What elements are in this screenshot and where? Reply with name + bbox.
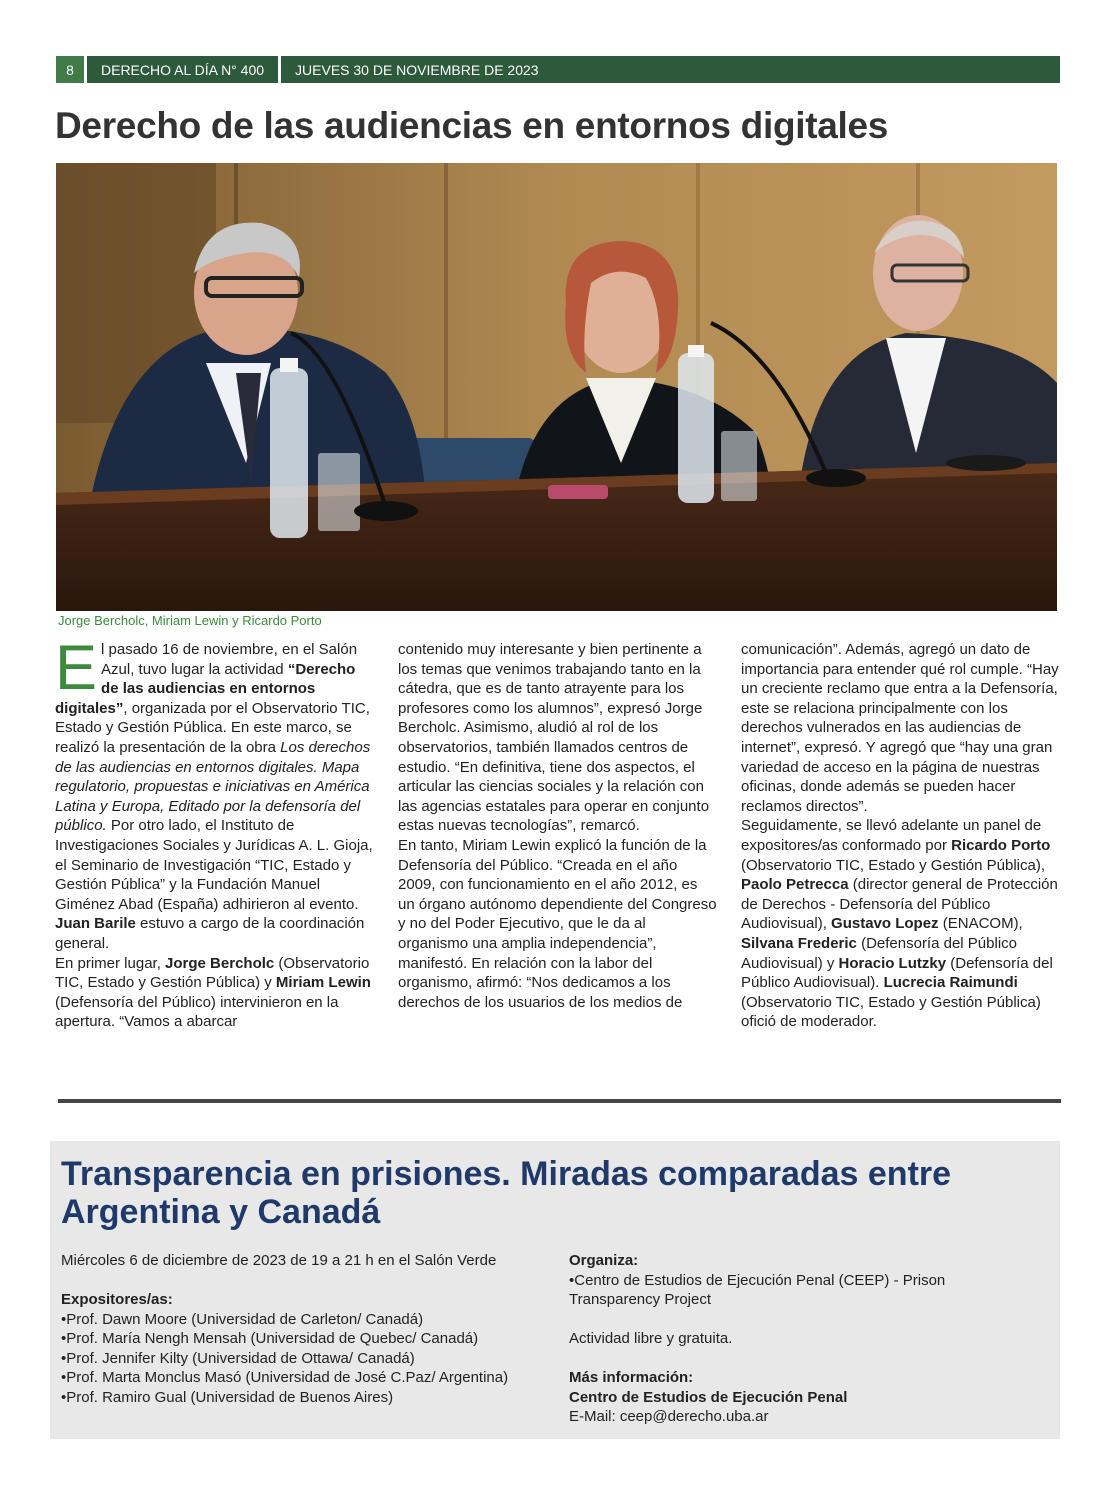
person-name: Paolo Petrecca: [741, 876, 849, 894]
contact-email[interactable]: E-Mail: ceep@derecho.uba.ar: [569, 1408, 769, 1425]
article-column-1: [55, 633, 373, 1032]
text-run: (ENACOM),: [938, 915, 1023, 933]
speaker-item: •Prof. Marta Monclus Masó (Universidad de José C.Paz/ Argentina): [61, 1369, 509, 1386]
paragraph: [741, 816, 1061, 1032]
event-name: “Derecho de las audiencias en entornos digitales”: [55, 660, 356, 717]
person-name: Horacio Lutzky: [838, 954, 947, 972]
more-info-heading: Más información:: [569, 1369, 694, 1386]
text-run: l pasado 16 de noviembre, en el Salón Azul, tuvo lugar la actividad: [101, 641, 358, 678]
text-run: (Defensoría del Público Audiovisual) y: [741, 934, 1017, 972]
speaker-item: •Prof. Ramiro Gual (Universidad de Buenos Aires): [61, 1388, 394, 1406]
article-column-3: [741, 640, 1061, 1032]
page-header-bar: [56, 56, 1060, 83]
announcement-title: Transparencia en prisiones. Miradas comparadas entre Argentina y Canadá: [61, 1155, 952, 1231]
person-name: Silvana Frederic: [741, 934, 857, 952]
paragraph: contenido muy interesante y bien pertinente a los temas que venimos trabajando tanto en la cátedra, que es de tanto atrayente para los profesores como los alumnos”, expresó Jorge Bercholc. Asimismo, aludió al rol de los observatorios, también llamados centros de estudio. “En definitiva, tiene dos aspectos, el articular las ciencias sociales y la relación con las agencias estatales para operar en conjunto estas nuevas tecnologías”, remarcó.: [398, 641, 710, 835]
text-run: Seguidamente, se llevó adelante un panel de expositores/as conformado por: [741, 817, 1042, 854]
section-divider: [58, 1099, 1061, 1103]
book-title: Los derechos de las audiencias en entornos digitales. Mapa regulatorio, propuestas e iniciativas en América Latina y Europa, Editado por la defensoría del público.: [55, 738, 371, 835]
text-run: (Defensoría del Público Audiovisual).: [741, 954, 1053, 992]
spacer: [61, 1271, 531, 1291]
announcement-left-column: [61, 1251, 531, 1407]
spacer: [569, 1310, 1019, 1330]
speaker-item: •Prof. María Nengh Mensah (Universidad de Quebec/ Canadá): [61, 1330, 479, 1347]
speaker-item: •Prof. Dawn Moore (Universidad de Carleton/ Canadá): [61, 1310, 424, 1328]
person-name: Gustavo Lopez: [831, 915, 939, 933]
article-title: Derecho de las audiencias en entornos digitales: [55, 105, 889, 146]
person-name: Miriam Lewin: [275, 974, 371, 992]
text-run: , organizada por el Observatorio TIC, Estado y Gestión Pública. En este marco, se realizó la presentación de la obra: [55, 699, 370, 756]
organizer-item: •Centro de Estudios de Ejecución Penal (CEEP) - Prison Transparency Project: [569, 1271, 946, 1308]
page-number: 8: [56, 56, 84, 83]
text-run: (Observatorio TIC, Estado y Gestión Pública) ofició de moderador.: [741, 993, 1041, 1031]
speakers-heading: Expositores/as:: [61, 1291, 173, 1308]
paragraph: [55, 954, 373, 1032]
paragraph: En tanto, Miriam Lewin explicó la función de la Defensoría del Público. “Creada en el año 2009, con funcionamiento en el año 2012, es un órgano autónomo dependiente del Congreso y no del Poder Ejecutivo, que le da al organismo una amplia independencia”, manifestó. En relación con la labor del organismo, afirmó: “Nos dedicamos a los derechos de los usuarios de los medios de: [398, 836, 717, 1011]
person-name: Juan Barile: [55, 915, 136, 933]
event-datetime: Miércoles 6 de diciembre de 2023 de 19 a 21 h en el Salón Verde: [61, 1252, 497, 1269]
organizer-heading: Organiza:: [569, 1252, 639, 1269]
issue-date: JUEVES 30 DE NOVIEMBRE DE 2023: [295, 61, 539, 78]
text-run: En primer lugar,: [55, 954, 166, 972]
announcement-right-column: [569, 1251, 1019, 1427]
person-name: Ricardo Porto: [951, 836, 1051, 854]
spacer: [569, 1349, 1019, 1369]
text-run: Por otro lado, el Instituto de Investigaciones Sociales y Jurídicas A. L. Gioja, el Seminario de Investigación “TIC, Estado y Gestión Pública” y la Fundación Manuel Giménez Abad (España) adhirieron al evento.: [55, 817, 373, 913]
text-run: estuvo a cargo de la coordinación general.: [55, 915, 365, 952]
person-name: Lucrecia Raimundi: [883, 974, 1018, 992]
drop-cap: E: [55, 633, 98, 703]
paragraph: comunicación”. Además, agregó un dato de importancia para entender qué rol cumple. “Hay un creciente reclamo que entra a la Defensoría, este se relaciona principalmente con los derechos vulnerados en las audiencias de internet”, expresó. Y agregó que “hay una gran variedad de acceso en la página de nuestras oficinas, donde además se pueden hacer reclamos directos”.: [741, 641, 1059, 815]
article-photo: [56, 163, 1057, 611]
publication-issue: DERECHO AL DÍA N° 400: [101, 61, 265, 78]
article-column-2: [398, 640, 718, 1012]
speaker-item: •Prof. Jennifer Kilty (Universidad de Ottawa/ Canadá): [61, 1349, 415, 1367]
text-run: (Defensoría del Público) intervinieron en la apertura. “Vamos a abarcar: [55, 993, 339, 1031]
paragraph: [55, 633, 373, 954]
more-info-organization: Centro de Estudios de Ejecución Penal: [569, 1388, 848, 1406]
photo-caption: Jorge Bercholc, Miriam Lewin y Ricardo Porto: [58, 613, 322, 628]
panel-photo-illustration: [56, 163, 1057, 611]
free-admission-note: Actividad libre y gratuita.: [569, 1330, 733, 1347]
text-run: (Observatorio TIC, Estado y Gestión Pública) y: [55, 954, 370, 992]
event-announcement-box: [50, 1141, 1060, 1439]
person-name: Jorge Bercholc: [165, 954, 275, 972]
text-run: (director general de Protección de Derechos - Defensoría del Público Audiovisual),: [741, 876, 1058, 933]
text-run: (Observatorio TIC, Estado y Gestión Pública),: [741, 856, 1046, 874]
